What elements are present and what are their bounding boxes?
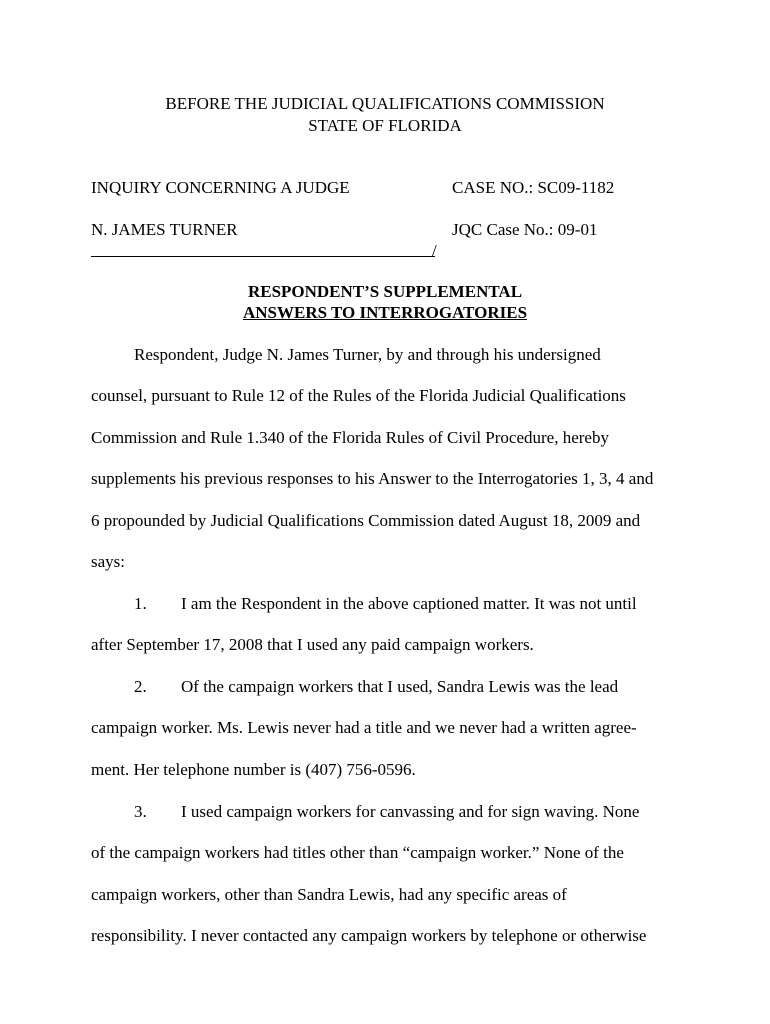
item-text: ment. Her telephone number is (407) 756-0596.: [91, 760, 416, 779]
caption-rule-line: [91, 256, 435, 257]
item-number: 3.: [134, 802, 147, 821]
intro-line: counsel, pursuant to Rule 12 of the Rules of the Florida Judicial Qualifications: [91, 386, 626, 405]
item-text: responsibility. I never contacted any campaign workers by telephone or otherwise: [91, 926, 647, 945]
intro-line: Commission and Rule 1.340 of the Florida Rules of Civil Procedure, hereby: [91, 428, 609, 447]
intro-line: says:: [91, 552, 125, 571]
item-text: of the campaign workers had titles other than “campaign worker.” None of the: [91, 843, 624, 862]
caption-slash: /: [432, 241, 437, 260]
heading-line-1: BEFORE THE JUDICIAL QUALIFICATIONS COMMISSION: [165, 94, 605, 113]
intro-line: Respondent, Judge N. James Turner, by and through his undersigned: [134, 345, 601, 364]
document-title-line-2: ANSWERS TO INTERROGATORIES: [242, 303, 528, 322]
caption-case-number: CASE NO.: SC09-1182: [452, 178, 615, 197]
item-text: after September 17, 2008 that I used any paid campaign workers.: [91, 635, 534, 654]
item-text: Of the campaign workers that I used, Sandra Lewis was the lead: [181, 677, 619, 696]
item-number: 2.: [134, 677, 147, 696]
item-text: campaign worker. Ms. Lewis never had a title and we never had a written agree-: [91, 718, 637, 737]
caption-inquiry: INQUIRY CONCERNING A JUDGE: [91, 178, 350, 197]
item-text: campaign workers, other than Sandra Lewis, had any specific areas of: [91, 885, 567, 904]
heading-line-2: STATE OF FLORIDA: [308, 116, 462, 135]
caption-jqc-case-number: JQC Case No.: 09-01: [452, 220, 598, 239]
item-number: 1.: [134, 594, 147, 613]
intro-line: supplements his previous responses to his Answer to the Interrogatories 1, 3, 4 and: [91, 469, 654, 488]
caption-respondent-name: N. JAMES TURNER: [91, 220, 238, 239]
document-title-line-1: RESPONDENT’S SUPPLEMENTAL: [247, 282, 523, 301]
item-text: I used campaign workers for canvassing and for sign waving. None: [181, 802, 640, 821]
item-text: I am the Respondent in the above captioned matter. It was not until: [181, 594, 637, 613]
intro-line: 6 propounded by Judicial Qualifications Commission dated August 18, 2009 and: [91, 511, 641, 530]
